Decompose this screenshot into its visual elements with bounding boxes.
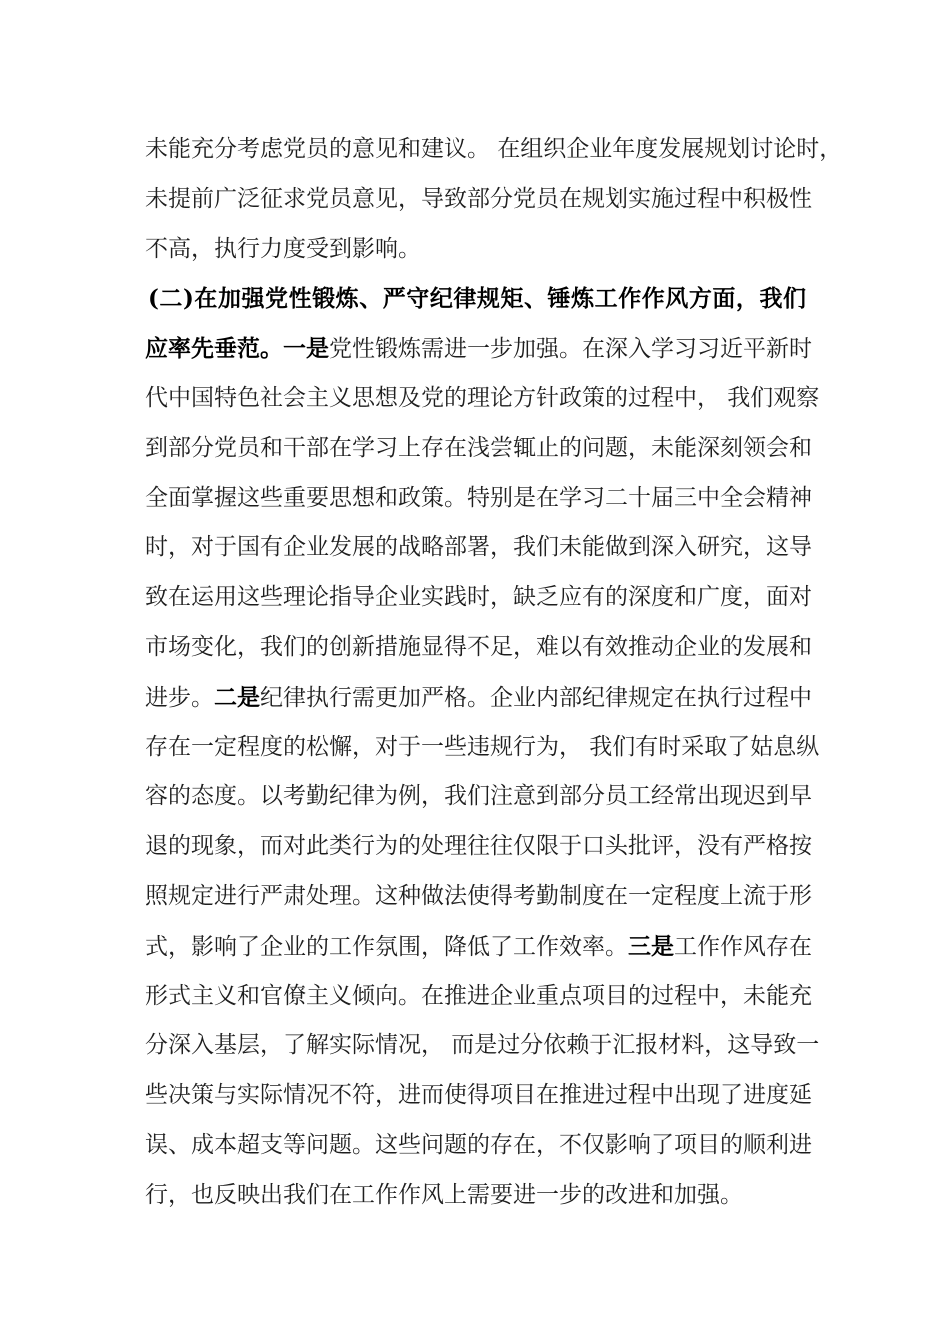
text-line: [145, 523, 812, 573]
text: 照规定进行严肃处理。这种做法使得考勤制度在一定程度上流于形: [145, 882, 812, 909]
text: 纪律执行需更加严格。企业内部纪律规定在执行过程中: [260, 684, 812, 711]
text-line: [145, 175, 812, 225]
text: 时，对于国有企业发展的战略部署，我们未能做到深入研究，这导: [145, 534, 812, 561]
heading-text: (二)在加强党性锻炼、严守纪律规矩、锤炼工作作风方面，我们: [148, 285, 806, 313]
text-line: [145, 474, 812, 524]
text-line: [145, 1171, 806, 1221]
text-line: [145, 1121, 812, 1171]
text: 些决策与实际情况不符，进而使得项目在推进过程中出现了进度延: [145, 1082, 812, 1109]
text: 式，影响了企业的工作氛围，降低了工作效率。: [145, 933, 628, 960]
text: 党性锻炼需进一步加强。在深入学习习近平新时: [329, 336, 812, 363]
text-line: [145, 374, 820, 424]
bold-label: 二是: [214, 683, 260, 711]
text: 存在一定程度的松懈，对于一些违规行为， 我们有时采取了姑息纵: [145, 733, 820, 760]
heading-text: 应率先垂范。一是: [145, 335, 329, 363]
text: 退的现象，而对此类行为的处理往往仅限于口头批评，没有严格按: [145, 833, 812, 860]
text-line: [145, 723, 820, 773]
text: 到部分党员和干部在学习上存在浅尝辄止的问题，未能深刻领会和: [145, 434, 812, 461]
text-line: [145, 922, 812, 972]
text: 未提前广泛征求党员意见，导致部分党员在规划实施过程中积极性: [145, 185, 812, 212]
text-line: [145, 623, 812, 673]
section-heading: [145, 274, 806, 324]
text: 容的态度。以考勤纪律为例，我们注意到部分员工经常出现迟到早: [145, 783, 812, 810]
bold-label: 三是: [628, 932, 674, 960]
text-line: [145, 424, 812, 474]
text-line: [145, 125, 843, 175]
text-line: [145, 872, 812, 922]
text: 行，也反映出我们在工作作风上需要进一步的改进和加强。: [145, 1181, 743, 1208]
text-line: [145, 772, 812, 822]
text-line: [145, 1071, 812, 1121]
text: 未能充分考虑党员的意见和建议。 在组织企业年度发展规划讨论时，: [145, 136, 843, 162]
text: 代中国特色社会主义思想及党的理论方针政策的过程中， 我们观察: [145, 384, 820, 411]
text-line: [145, 324, 812, 374]
text-line: [145, 822, 812, 872]
text: 形式主义和官僚主义倾向。在推进企业重点项目的过程中，未能充: [145, 982, 812, 1009]
text: 全面掌握这些重要思想和政策。特别是在学习二十届三中全会精神: [145, 484, 812, 511]
text: 市场变化，我们的创新措施显得不足，难以有效推动企业的发展和: [145, 633, 812, 660]
text-line: [145, 225, 806, 275]
document-body: [145, 125, 843, 1221]
text-line: [145, 673, 812, 723]
text: 工作作风存在: [674, 933, 812, 960]
text: 进步。: [145, 684, 214, 711]
text: 分深入基层，了解实际情况， 而是过分依赖于汇报材料，这导致一: [145, 1032, 820, 1059]
text: 误、成本超支等问题。这些问题的存在，不仅影响了项目的顺利进: [145, 1131, 812, 1158]
text: 不高，执行力度受到影响。: [145, 235, 421, 262]
text-line: [145, 1021, 820, 1071]
text: 致在运用这些理论指导企业实践时，缺乏应有的深度和广度，面对: [145, 584, 812, 611]
text-line: [145, 972, 812, 1022]
text-line: [145, 573, 812, 623]
